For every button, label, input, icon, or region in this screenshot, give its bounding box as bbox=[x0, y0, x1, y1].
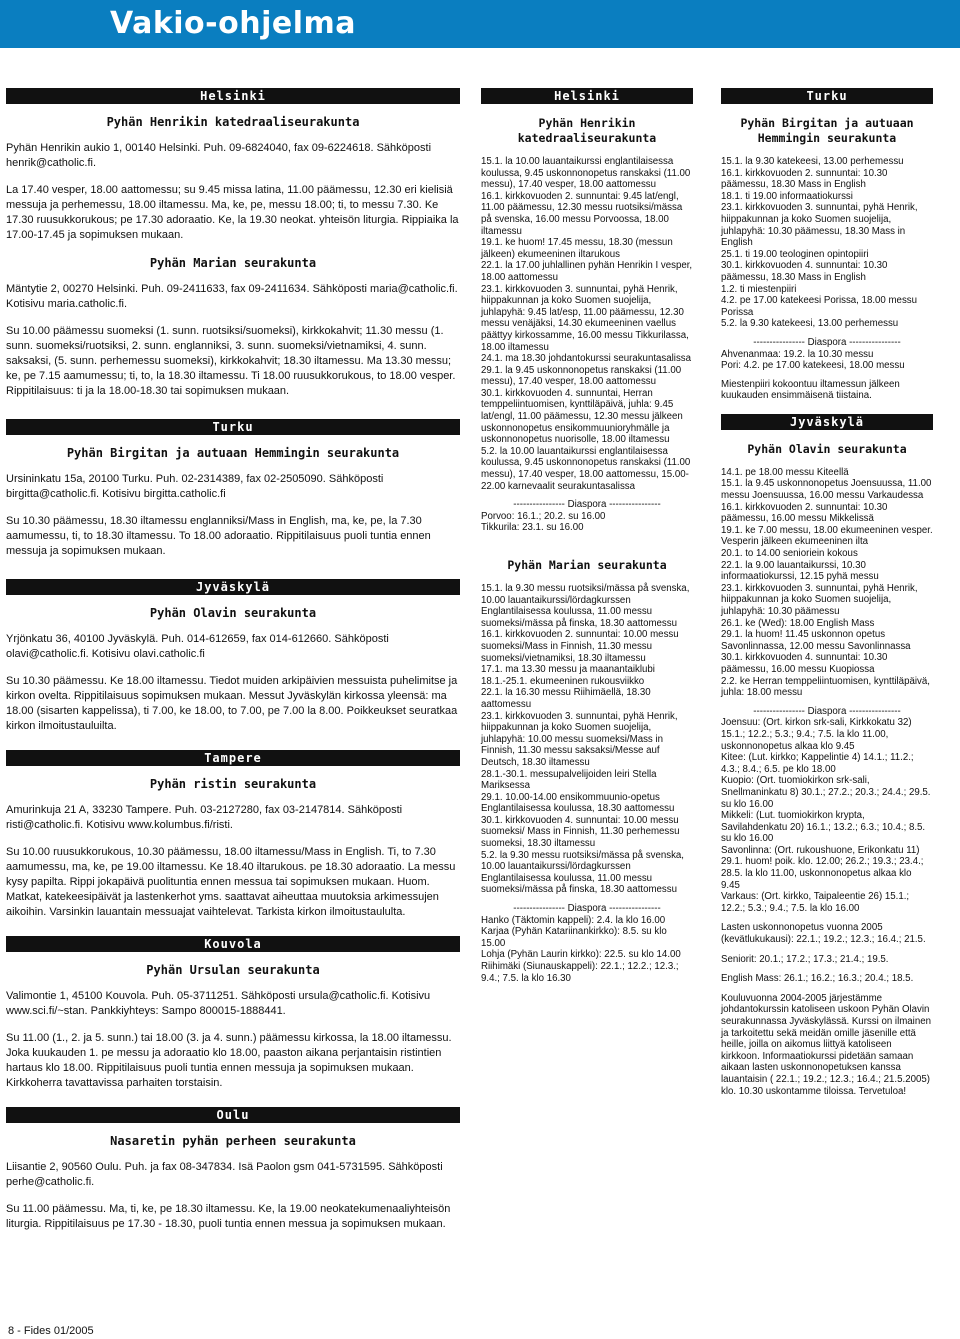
list-item: 30.1. kirkkovuoden 4. sunnuntai: 10.00 messu suomeksi/ Mass in Finnish, 11.30 perhemessu suomeksi, 18.30 iltamessu bbox=[481, 814, 680, 850]
list-item: 23.1. kirkkovuoden 3. sunnuntai, pyhä Henrik, hiippakunnan ja koko Suomen suojelija, juhlapyhä: 10.00 messu suomeksi/Mass in Finnish, 11.30 messu saksaksi/Messe auf Deutsch, 18.30 iltamessu bbox=[481, 710, 678, 768]
list-item: English Mass: 26.1.; 16.2.; 16.3.; 20.4.; 18.5. bbox=[721, 973, 914, 985]
header-banner bbox=[0, 0, 960, 48]
page-title: Vakio-ohjelma bbox=[110, 6, 357, 41]
list-item: Savonlinna: (Ort. rukoushuone, Erikonkatu 11) 29.1. huom! poik. klo. 12.00; 26.2.; 19.3.; 23.4.; 28.5. la klo 11.00, uskonnonopetus alkaa klo 9.45 bbox=[721, 844, 924, 891]
list-item: Mikkeli: (Lut. tuomiokirkon krypta, Savilahdenkatu 20) 16.1.; 13.2.; 6.3.; 10.4.; 8.5. su klo 16.00 bbox=[721, 810, 926, 845]
diaspora-list bbox=[481, 915, 693, 985]
diaspora-list bbox=[721, 349, 933, 372]
parish-address: Valimontie 1, 45100 Kouvola. Puh. 05-3711251. Sähköposti ursula@catholic.fi. Kotisivu www.sci.fi/~stan. Pankkiyhteys: Sampo 800015-1888441. bbox=[6, 990, 431, 1017]
region-bar-helsinki: Helsinki bbox=[6, 88, 460, 104]
list-item: 29.1. la 9.45 uskonnonopetus ranskaksi (11.00 messu), 17.40 vesper, 18.00 aattomessu bbox=[481, 364, 682, 388]
region-bar-turku: Turku bbox=[6, 419, 460, 435]
list-item: Tikkurila: 23.1. su 16.00 bbox=[481, 522, 584, 534]
notes-list bbox=[721, 922, 933, 1097]
section-title: Pyhän Ursulan seurakunta bbox=[146, 963, 320, 977]
list-item: 16.1. kirkkovuoden 2. sunnuntai: 10.30 päämessu, 18.30 Mass in English bbox=[721, 167, 888, 191]
section-title: Pyhän Birgitan ja autuaan Hemmingin seurakunta bbox=[66, 446, 400, 460]
parish-contacts-column bbox=[6, 88, 460, 1245]
list-item: 30.1. kirkkovuoden 4. sunnuntai, Herran temppeliintuomisen, kynttiläpäivä, juhla: 9.45 lat/engl, 11.00 päämessu, 12.30 messu jälkeen uskonnonopetus ensikommuunioryhmälle ja uskonnonopetus nuorisolle, 18.00 iltamessu bbox=[481, 387, 683, 446]
list-item: 30.1. kirkkovuoden 4. sunnuntai: 10.30 päämessu, 16.00 messu Kuopiossa bbox=[721, 652, 888, 675]
section-title: Pyhän Olavin seurakunta bbox=[149, 606, 317, 620]
parish-schedule: Su 10.30 päämessu. Ke 18.00 iltamessu. Tiedot muiden arkipäivien messuista puhelimitse ja kirkon ovelta. Rippitilaisuus sopimuksen mukaan. Messut Jyväskylän kirkossa yleensä: ma 18.00 (sisarten kappelissa), ti 7.00, ke 18.00, to 7.00, pe 7.00 la 8.00. Poikkeukset seuratkaa kirkon ilmoitustauluilta. bbox=[6, 675, 458, 732]
list-item: 15.1. la 9.30 katekeesi, 13.00 perhemessu bbox=[721, 156, 904, 167]
list-item: Lohja (Pyhän Laurin kirkko): 22.5. su klo 14.00 bbox=[481, 949, 681, 961]
parish-schedule: La 17.40 vesper, 18.00 aattomessu; su 9.45 missa latina, 11.00 päämessu, 12.30 eri kielisiä messuja ja perhemessu, 18.00 iltamessu. Ma, ke, pe, messu 18.00; ti, to messu 7.30. Ke 17.30 ruusukkorukous; pe 17.30 adoraatio. Ke, la 19.30 neokat. yhteisön liturgia. Rippiaika la 17.00-17.45 ja sopimuksen mukaan. bbox=[6, 184, 459, 241]
section-title: Pyhän Henrikin katedraaliseurakunta bbox=[106, 115, 360, 129]
section-title: Nasaretin pyhän perheen seurakunta bbox=[110, 1134, 356, 1148]
list-item: 14.1. pe 18.00 messu Kiteellä bbox=[721, 466, 849, 478]
list-item: Seniorit: 20.1.; 17.2.; 17.3.; 21.4.; 19.5. bbox=[721, 953, 889, 965]
parish-address: Yrjönkatu 36, 40100 Jyväskylä. Puh. 014-612659, fax 014-612660. Sähköposti olavi@catholic.fi. Kotisivu olavi.catholic.fi bbox=[6, 633, 389, 660]
diaspora-divider: ---------------- Diaspora ---------------- bbox=[753, 705, 901, 717]
list-item: 5.2. la 9.30 messu ruotsiksi/mässa på svenska, 10.00 lauantaikurssi/lördagkurssen Englantilaisessa koulussa, 11.00 messu suomeksi/mässa på finska, 18.30 aattomessu bbox=[481, 849, 684, 896]
list-item: 28.1.-30.1. messupalvelijoiden leiri Stella Mariksessa bbox=[481, 768, 657, 792]
parish-schedule: Su 10.00 ruusukkorukous, 10.30 päämessu, 18.00 iltamessu/Mass in English. Ti, to 7.30 aamumessu, ma, ke, pe 19.00 iltamessu. Ke 18.40 iltarukous. pe 18.30 adoraatio. La messu kysy papilta. Rippi jokapäivä puolituntia ennen messua tai sopimuksen mukaan. Huom. Matkat, katekeesipäivät ja lastenkerhot yms. saattavat aiheuttaa muutoksia arkimessujen aikoihin. Varsinkin lauantain messuajat vaihtelevat. Tarkista kirkon ilmoitustaululta. bbox=[6, 846, 456, 918]
diaspora-divider: ---------------- Diaspora ---------------- bbox=[753, 336, 901, 348]
list-item: Karjaa (Pyhän Katariinankirkko): 8.5. su klo 15.00 bbox=[481, 926, 667, 949]
region-bar-jyvaskyla: Jyväskylä bbox=[6, 579, 460, 595]
parish-schedule: Su 10.00 päämessu suomeksi (1. sunn. ruotsiksi/suomeksi), kirkkokahvit; 11.30 messu (1. sunn. suomeksi/ruotsiksi, 2. sunn. englanniksi, 3. sunn. suomeksi/vietnamiksi, 4. sunn. saksaksi, (5. sunn. perhemessu suomeksi), kirkkokahvit; 18.30 iltamessu. Ma 13.30 messu; ke, pe 7.15 aamumessu; ti, to, la 18.30 iltamessu. Ti 18.00 ruusukkorukous, to 18.00 vesper. Rippitilaisuus: ti ja la 18.00-18.30 tai sopimuksen mukaan. bbox=[6, 325, 456, 397]
list-item: 1.2. ti miestenpiiri bbox=[721, 283, 797, 295]
section-title: Pyhän Marian seurakunta bbox=[507, 558, 667, 572]
region-bar-jyvaskyla: Jyväskylä bbox=[721, 414, 933, 430]
event-list bbox=[721, 467, 933, 699]
diaspora-divider: ---------------- Diaspora ---------------- bbox=[513, 499, 661, 511]
list-item: 23.1. kirkkovuoden 3. sunnuntai, pyhä Henrik, hiippakunnan ja koko Suomen suojelija, juhlapyhä: 10.30 päämessu bbox=[721, 582, 918, 617]
list-item: 22.1. la 16.30 messu Riihimäellä, 18.30 aattomessu bbox=[481, 687, 651, 710]
list-item: Hanko (Täktomin kappeli): 2.4. la klo 16.00 bbox=[481, 914, 666, 926]
list-item: 4.2. pe 17.00 katekeesi Porissa, 18.00 messu Porissa bbox=[721, 295, 918, 318]
parish-address: Mäntytie 2, 00270 Helsinki. Puh. 09-2411633, fax 09-2411634. Sähköposti maria@catholic.fi. Kotisivu maria.catholic.fi. bbox=[6, 283, 458, 310]
list-item: 2.2. ke Herran temppeliintuomisen, kynttiläpäivä, juhla: 18.00 messu bbox=[721, 675, 930, 699]
parish-address: Ursininkatu 15a, 20100 Turku. Puh. 02-2314389, fax 02-2505090. Sähköposti birgitta@catholic.fi. Kotisivu birgitta.catholic.fi bbox=[6, 473, 384, 500]
region-bar-oulu: Oulu bbox=[6, 1107, 460, 1123]
parish-schedule: Su 11.00 (1., 2. ja 5. sunn.) tai 18.00 (3. ja 4. sunn.) päämessu kirkossa, la 18.00 iltamessu. Joka kuukauden 1. pe messu ja adoraatio klo 18.00, paaston aikana perjantaisin ristintien hartaus klo 18.00. Rippitilaisuus puoli tuntia ennen messuja ja sopimuksen mukaan. Kirkkoherra tavattavissa parhaiten torstaisin. bbox=[6, 1032, 452, 1089]
list-item: Varkaus: (Ort. kirkko, Taipaleentie 26) 15.1.; 12.2.; 5.3.; 9.4.; 7.5. la klo 16.00 bbox=[721, 891, 910, 914]
event-list bbox=[481, 156, 693, 492]
section-title: Pyhän Marian seurakunta bbox=[149, 256, 317, 270]
parish-schedule: Su 11.00 päämessu. Ma, ti, ke, pe 18.30 iltamessu. Ke, la 19.00 neokatekumenaaliyhteisön liturgia. Rippitilaisuus pe 17.30 - 18.30, puoli tuntia ennen messua ja sopimuksen mukaan. bbox=[6, 1203, 451, 1230]
list-item: Lasten uskonnonopetus vuonna 2005 (kevätlukukausi): 22.1.; 19.2.; 12.3.; 16.4.; 21.5. bbox=[721, 922, 926, 946]
list-item: 19.1. ke 7.00 messu, 18.00 ekumeeninen vesper. Vesperin jälkeen ekumeeninen ilta bbox=[721, 524, 933, 548]
parish-address: Amurinkuja 21 A, 33230 Tampere. Puh. 03-2127280, fax 03-2147814. Sähköposti risti@catholic.fi. Kotisivu www.kolumbus.fi/risti. bbox=[6, 804, 403, 831]
list-item: 15.1. la 10.00 lauantaikurssi englantilaisessa koulussa, 9.45 uskonnonopetus ranskaksi (11.00 messu), 17.40 vesper, 18.00 aattomessu bbox=[481, 156, 691, 191]
list-item: 24.1. ma 18.30 johdantokurssi seurakuntasalissa bbox=[481, 353, 692, 365]
page-footer: 8 - Fides 01/2005 bbox=[8, 1325, 94, 1337]
section-title: Pyhän Birgitan ja autuaan Hemmingin seurakunta bbox=[740, 116, 914, 145]
parish-schedule: Su 10.30 päämessu, 18.30 iltamessu englanniksi/Mass in English, ma, ke, pe, la 7.30 aamumessu, ti, to 18.30 iltamessu. To 18.00 adoraatio. Rippitilaisuus puoli tuntia ennen messuja ja sopimuksen mukaan. bbox=[6, 515, 431, 557]
list-item: 26.1. ke (Wed): 18.00 English Mass bbox=[721, 617, 875, 629]
list-item: Ahvenanmaa: 19.2. la 10.30 messu bbox=[721, 348, 874, 360]
list-item: 18.1. ti 19.00 informaatiokurssi bbox=[721, 190, 853, 202]
region-bar-tampere: Tampere bbox=[6, 750, 460, 766]
event-list bbox=[481, 583, 693, 896]
diaspora-list bbox=[721, 717, 933, 914]
list-item: 5.2. la 10.00 lauantaikurssi englantilaisessa koulussa, 9.45 uskonnonopetus ranskaksi (11.00 messu), 17.40 vesper, 18.00 aattomessu, 15.00-22.00 karnevaalit seurakuntasalissa bbox=[481, 445, 691, 492]
list-item: 29.1. 10.00-14.00 ensikommuunio-opetus Englantilaisessa koulussa, 18.30 aattomessu bbox=[481, 791, 675, 815]
list-item: 20.1. to 14.00 senioriein kokous bbox=[721, 548, 858, 560]
section-title: Pyhän Olavin seurakunta bbox=[747, 441, 907, 456]
list-item: 29.1. la huom! 11.45 uskonnon opetus Savonlinnassa, 12.00 messu Savonlinnassa bbox=[721, 629, 911, 652]
list-item: 19.1. ke huom! 17.45 messu, 18.30 (messun jälkeen) ekumeeninen iltarukous bbox=[481, 237, 673, 260]
list-item: 16.1. kirkkovuoden 2. sunnuntai: 9.45 lat/engl, 11.00 päämessu, 12.30 messu ruotsiksi/mässa på svenska, 16.00 messu Porvoossa, 18.00 iltamessu bbox=[481, 190, 683, 237]
list-item: Riihimäki (Siunauskappeli): 22.1.; 12.2.; 12.3.; 9.4.; 7.5. la klo 16.30 bbox=[481, 961, 679, 984]
list-item: 18.1.-25.1. ekumeeninen rukousviikko bbox=[481, 675, 645, 687]
diaspora-list bbox=[481, 511, 693, 534]
diaspora-divider: ---------------- Diaspora ---------------- bbox=[513, 903, 661, 915]
turku-jyvaskyla-events-column bbox=[721, 88, 933, 1097]
list-item: Porvoo: 16.1.; 20.2. su 16.00 bbox=[481, 510, 606, 522]
list-item: 15.1. la 9.45 uskonnonopetus Joensuussa, 11.00 messu Joensuussa, 16.00 messu Varkaudessa bbox=[721, 478, 932, 502]
list-item: Pori: 4.2. pe 17.00 katekeesi, 18.00 messu bbox=[721, 360, 905, 372]
region-bar-helsinki: Helsinki bbox=[481, 88, 693, 104]
region-bar-turku: Turku bbox=[721, 88, 933, 104]
list-item: 22.1. la 17.00 juhlallinen pyhän Henrikin I vesper, 18.00 aattomessu bbox=[481, 260, 693, 283]
parish-address: Pyhän Henrikin aukio 1, 00140 Helsinki. Puh. 09-6824040, fax 09-6224618. Sähköposti henrik@catholic.fi. bbox=[6, 142, 432, 169]
region-bar-kouvola: Kouvola bbox=[6, 936, 460, 952]
list-item: 30.1. kirkkovuoden 4. sunnuntai: 10.30 päämessu, 18.30 Mass in English bbox=[721, 260, 888, 283]
list-item: 23.1. kirkkovuoden 3. sunnuntai, pyhä Henrik, hiippakunnan ja koko Suomen suojelija, juhlapyhä: 10.30 päämessu, 18.30 Mass in English bbox=[721, 202, 918, 249]
list-item: Kouluvuonna 2004-2005 järjestämme johdantokurssin katoliseen uskoon Pyhän Olavin seurakunnassa Jyväskylässä. Kurssi on ilmainen ja tarkoitettu sekä meidän omille jäsenille että heille, joilla on aikomus liittyä katoliseen kirkkoon. Informaatiokurssi pidetään samaan aikaan lasten uskonnonopetuksen kanssa lauantaisin ( 22.1.; 19.2.; 12.3.; 16.4.; 21.5.2005) klo. 10.30 uskontamme tiloissa. Tervetuloa! bbox=[721, 992, 931, 1097]
list-item: 25.1. ti 19.00 teologinen opintopiiri bbox=[721, 248, 869, 260]
event-list bbox=[721, 156, 933, 330]
list-item: 17.1. ma 13.30 messu ja maanantaiklubi bbox=[481, 664, 655, 676]
list-item: 16.1. kirkkovuoden 2. sunnuntai: 10.30 päämessu, 16.00 messu Mikkelissä bbox=[721, 501, 888, 525]
note-text: Miestenpiiri kokoontuu iltamessun jälkeen kuukauden ensimmäisenä tiistaina. bbox=[721, 378, 900, 402]
list-item: 15.1. la 9.30 messu ruotsiksi/mässa på svenska, 10.00 lauantaikurssi/lördagkurssen Englantilaisessa koulussa, 11.00 messu suomeksi/mässa på finska, 18.30 aattomessu bbox=[481, 583, 690, 629]
list-item: 5.2. la 9.30 katekeesi, 13.00 perhemessu bbox=[721, 318, 899, 330]
parish-address: Liisantie 2, 90560 Oulu. Puh. ja fax 08-347834. Isä Paolon gsm 041-5731595. Sähköposti perhe@catholic.fi. bbox=[6, 1161, 443, 1188]
list-item: Joensuu: (Ort. kirkon srk-sali, Kirkkokatu 32) 15.1.; 12.2.; 5.3.; 9.4.; 7.5. la klo 11.00, uskonnonopetus alkaa klo 9.45 bbox=[721, 717, 912, 752]
list-item: 16.1. kirkkovuoden 2. sunnuntai: 10.00 messu suomeksi/Mass in Finnish, 11.30 messu suomeksi/vietnamiksi, 18.30 iltamessu bbox=[481, 629, 679, 664]
list-item: Kitee: (Lut. kirkko; Kappelintie 4) 14.1.; 11.2.; 4.3.; 8.4.; 6.5. pe klo 18.00 bbox=[721, 752, 914, 775]
list-item: Kuopio: (Ort. tuomiokirkon srk-sali, Snellmaninkatu 8) 30.1.; 27.2.; 20.3.; 24.4.; 29.5. su klo 16.00 bbox=[721, 775, 931, 810]
section-title: Pyhän Henrikin katedraaliseurakunta bbox=[517, 116, 657, 145]
list-item: 22.1. la 9.00 lauantaikurssi, 10.30 informaatiokurssi, 12.15 pyhä messu bbox=[721, 559, 879, 583]
list-item: 23.1. kirkkovuoden 3. sunnuntai, pyhä Henrik, hiippakunnan ja koko Suomen suojelija, juhlapyhä: 9.45 lat/esp, 11.00 päämessu, 12.30 messu venäjäksi, 14.30 ekumeeninen vaellus päättyy kirkossamme, 16.00 messu Tikkurilassa, 18.00 iltamessu bbox=[481, 283, 689, 353]
section-title: Pyhän ristin seurakunta bbox=[149, 777, 317, 791]
helsinki-events-column bbox=[481, 88, 693, 984]
